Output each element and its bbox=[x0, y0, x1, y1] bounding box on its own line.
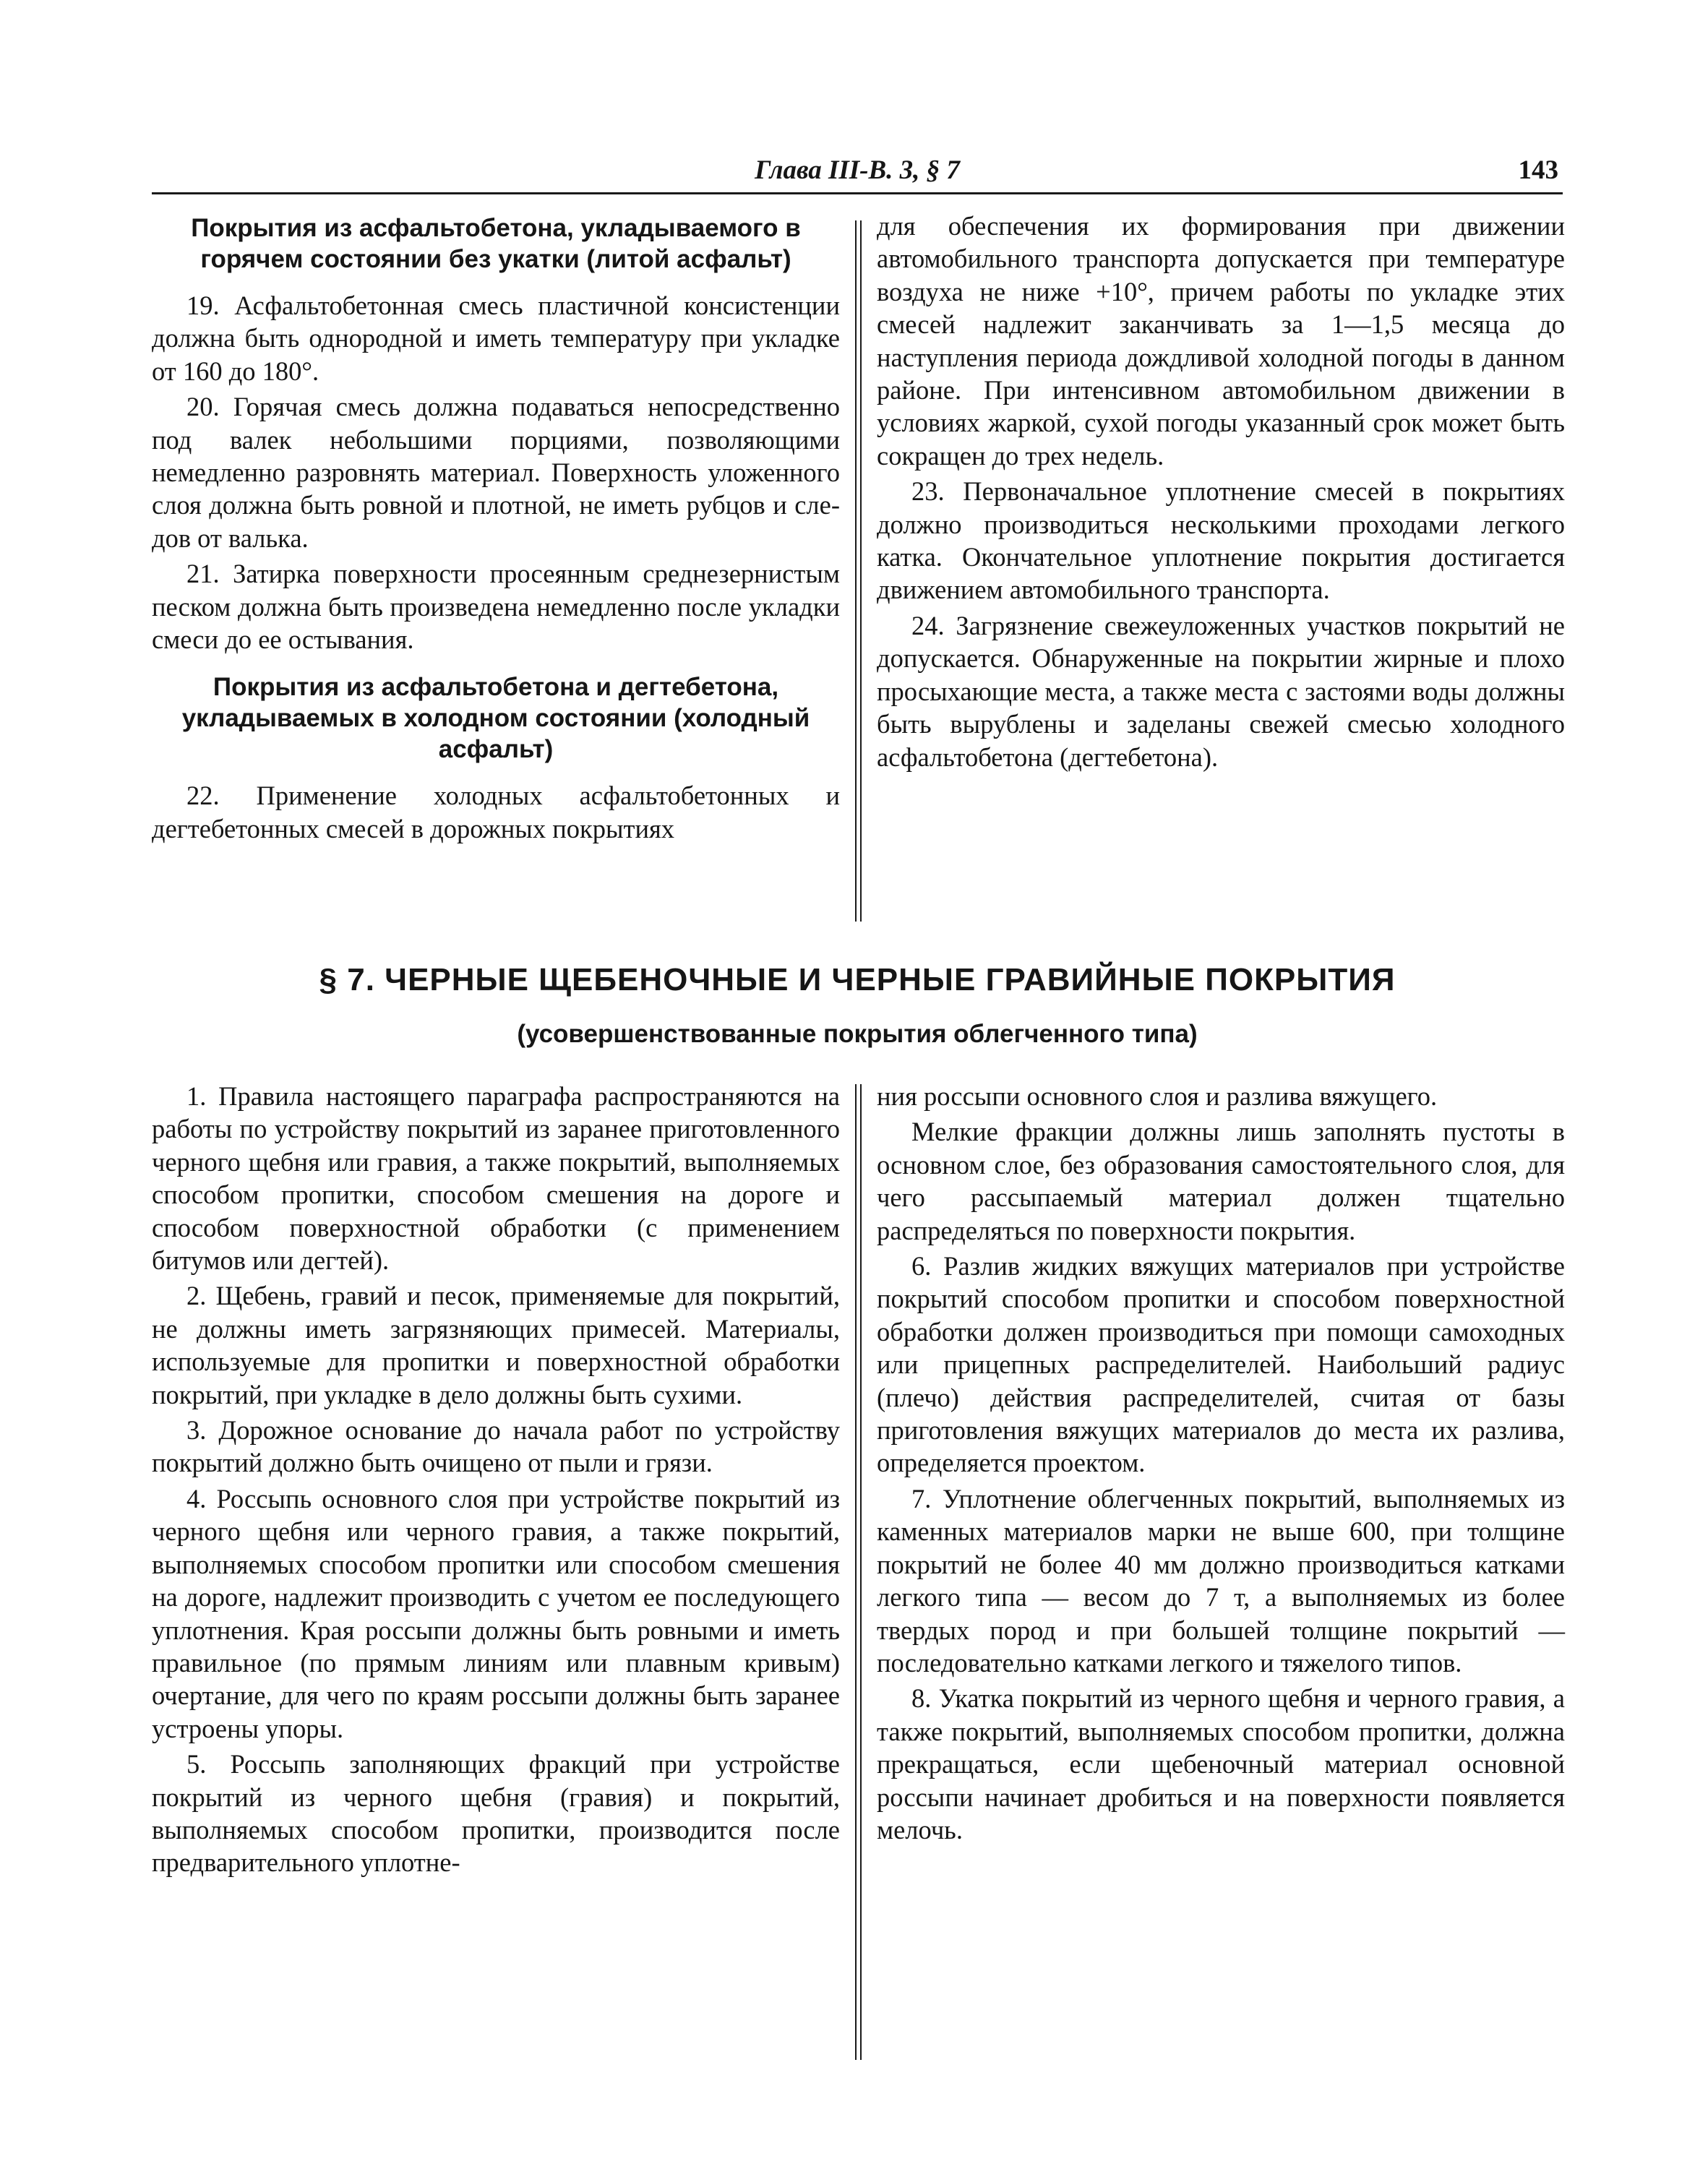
paragraph-2: 2. Щебень, гравий и песок, применяемые для покрытий, не должны иметь загрязняющих примесей. Материалы, используемые для пропитки и поверхностной обработки покрытий, при укладке в дело должны быть сухими. bbox=[152, 1281, 840, 1409]
bottom-left-column bbox=[152, 1080, 840, 1882]
paragraph-1: 1. Правила настоящего параграфа распространяются на работы по устройству покрытий из заранее приготовленного черного щебня или гравия, а также покрытий, выполняемых способом пропитки, способом смешения на дороге и способом поверхностной обработки (с применением битумов или дегтей). bbox=[152, 1081, 840, 1276]
paragraph-24: 24. Загрязнение свежеуложенных участков покрытий не допускается. Обнаруженные на покрытии жирные и плохо просыхающие места, а также места с застоями воды должны быть вырублены и заделаны свежей смесью холодного асфальтобетона (дегтебетона). bbox=[877, 610, 1565, 772]
running-title: Глава III-В. 3, § 7 bbox=[755, 155, 960, 185]
paragraph-5-continued: ния россыпи основного слоя и разлива вяжущего. bbox=[877, 1081, 1438, 1111]
paragraph-22: 22. Применение холодных асфальтобетонных и дегтебетонных смесей в дорожных покрытиях bbox=[152, 781, 840, 843]
paragraph-20: 20. Горячая смесь должна подаваться непосредственно под валек небольшими порциями, позволяющими немедленно разровнять материал. Поверхность уложенного слоя должна быть ровной и плотной, не иметь рубцов и следов от валька. bbox=[152, 392, 840, 553]
paragraph-7: 7. Уплотнение облегченных покрытий, выполняемых из каменных материалов марки не выше 600, при толщине покрытий не более 40 мм должно производиться катками легкого типа — весом до 7 т, а выполняемых из более твердых пород и при большей толщине покрытий — последовательно катками легкого и тяжелого типов. bbox=[877, 1483, 1565, 1678]
paragraph-3: 3. Дорожное основание до начала работ по устройству покрытий должно быть очищено от пыли и грязи. bbox=[152, 1415, 840, 1478]
top-left-column bbox=[152, 210, 840, 848]
section-heading: § 7. ЧЕРНЫЕ ЩЕБЕНОЧНЫЕ И ЧЕРНЫЕ ГРАВИЙНЫЕ ПОКРЫТИЯ bbox=[319, 962, 1396, 997]
paragraph-23: 23. Первоначальное уплотнение смесей в покрытиях должно производиться несколькими проходами легкого катка. Окончательное уплотнение покрытия достигается движением автомобильного транспорта. bbox=[877, 476, 1565, 605]
paragraph-8: 8. Укатка покрытий из черного щебня и черного гравия, а также покрытий, выполняемых способом пропитки, должна прекращаться, если щебеночный материал основной россыпи начинает дробиться и на поверхности появляется мелочь. bbox=[877, 1683, 1565, 1845]
subhead-cast-asphalt: Покрытия из асфальтобетона, укладываемого в горячем состоянии без укатки (литой асфальт) bbox=[191, 214, 801, 273]
paragraph-6: 6. Разлив жидких вяжущих материалов при устройстве покрытий способом пропитки и способом поверхностной обработки должен производиться при помощи самоходных или прицепных распределителей. Наибольший радиус (плечо) действия распределителей, считая от базы приготовления вяжущих материалов до места их разлива, определяется проектом. bbox=[877, 1251, 1565, 1478]
paragraph-19: 19. Асфальтобетонная смесь пластичной консистенции должна быть однородной и иметь температуру при укладке от 160 до 180°. bbox=[152, 291, 840, 386]
paragraph-5-extra: Мелкие фракции должны лишь заполнять пустоты в основном слое, без образования самостоятельного слоя, для чего рассыпаемый материал должен тщательно распределяться по поверхности покрытия. bbox=[877, 1117, 1565, 1245]
section-subheading: (усовершенствованные покрытия облегченного типа) bbox=[517, 1020, 1198, 1048]
column-divider-bottom bbox=[855, 1084, 857, 2060]
subhead-cold-asphalt: Покрытия из асфальтобетона и дегтебетона, укладываемых в холодном состоянии (холодный асфальт) bbox=[181, 673, 810, 764]
top-right-column bbox=[877, 210, 1565, 776]
column-divider-top bbox=[855, 220, 857, 922]
bottom-right-column bbox=[877, 1080, 1565, 1849]
header-rule bbox=[152, 192, 1563, 194]
running-head bbox=[152, 152, 1563, 189]
paragraph-21: 21. Затирка поверхности просеянным среднезернистым песком должна быть произведена немедленно после укладки смеси до ее остывания. bbox=[152, 559, 840, 655]
paragraph-4: 4. Россыпь основного слоя при устройстве покрытий из черного щебня или черного гравия, а также покрытий, выполняемых способом пропитки или способом смешения на дороге, надлежит производить с учетом ее последующего уплотнения. Края россыпи должны быть ровными и иметь правильное (по прямым линиям или плавным кривым) очертание, для чего по краям россыпи должны быть заранее устроены упоры. bbox=[152, 1483, 840, 1743]
page-number: 143 bbox=[1518, 155, 1558, 185]
paragraph-22-continued: для обеспечения их формирования при движении автомобильного транспорта допускается при температуре воздуха не ниже +10°, причем работы по укладке этих смесей надлежит заканчивать за 1—1,5 месяца до наступления периода дождливой холодной погоды в данном районе. При интенсивном автомобильном движении в условиях жаркой, сухой погоды указанный срок может быть сокращен до трех недель. bbox=[877, 211, 1565, 471]
paragraph-5: 5. Россыпь заполняющих фракций при устройстве покрытий из черного щебня (гравия) и покрытий, выполняемых способом пропитки, производится после предварительного уплотне- bbox=[152, 1749, 840, 1878]
